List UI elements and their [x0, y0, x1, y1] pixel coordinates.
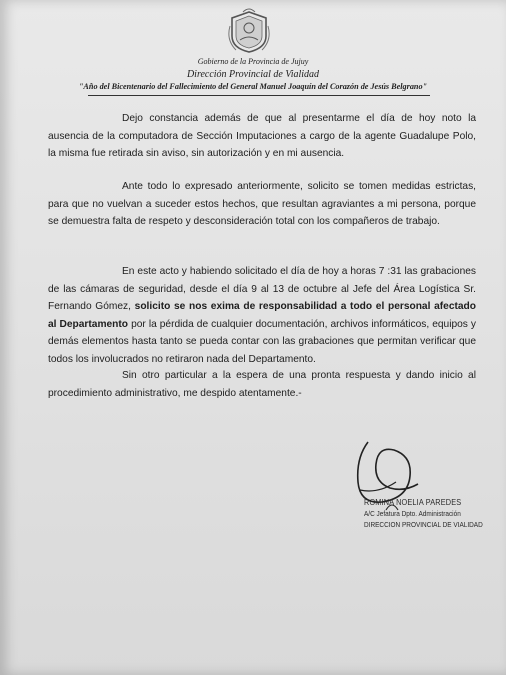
paragraph-4: Sin otro particular a la espera de una pronta respuesta y dando inicio al procedimiento administrativo, me despido atentamente.- [48, 370, 476, 399]
header-rule [88, 95, 430, 96]
signatory-role: A/C Jefatura Dpto. Administración [364, 509, 461, 518]
paragraph-3 [48, 263, 476, 368]
directorate-name: Dirección Provincial de Vialidad [186, 69, 320, 80]
signatory-name: ROMINA NOELIA PAREDES [364, 497, 462, 507]
coat-of-arms-seal [226, 6, 272, 54]
paragraph-3-text-a: En este acto y habiendo solicitado el día de hoy a horas 7 :31 las grabaciones de las cámaras de seguridad, desde el día 9 al 13 de octubre al Jefe del Área Logística Sr. Fernando Gómez, [48, 266, 476, 312]
signatory-office: DIRECCION PROVINCIAL DE VIALIDAD [364, 520, 483, 529]
paragraph-1: Dejo constancia además de que al presentarme el día de hoy noto la ausencia de la computadora de Sección Imputaciones a cargo de la agente Guadalupe Polo, la misma fue retirada sin aviso, sin autorización y en mi ausencia. [48, 113, 476, 159]
paragraph-3-bold-request: solicito se nos exima de responsabilidad a todo el personal afectado al Departamento [48, 301, 477, 330]
paragraph-3-text-b: por la pérdida de cualquier documentación, archivos informáticos, equipos y demás elementos hasta tanto se pueda contar con las grabaciones que permitan verificar que todos los involucrados no retiraron nada del Departamento. [48, 318, 476, 365]
government-name: Gobierno de la Provincia de Jujuy [197, 57, 309, 66]
year-motto: "Año del Bicentenario del Fallecimiento del General Manuel Joaquín del Corazón de Jesús Belgrano" [78, 82, 428, 91]
paragraph-2: Ante todo lo expresado anteriormente, solicito se tomen medidas estrictas, para que no vuelvan a suceder estos hechos, que resultan agraviantes a mi persona, porque se demuestra falta de respeto y desconsideración total con los compañeros de trabajo. [48, 181, 476, 227]
